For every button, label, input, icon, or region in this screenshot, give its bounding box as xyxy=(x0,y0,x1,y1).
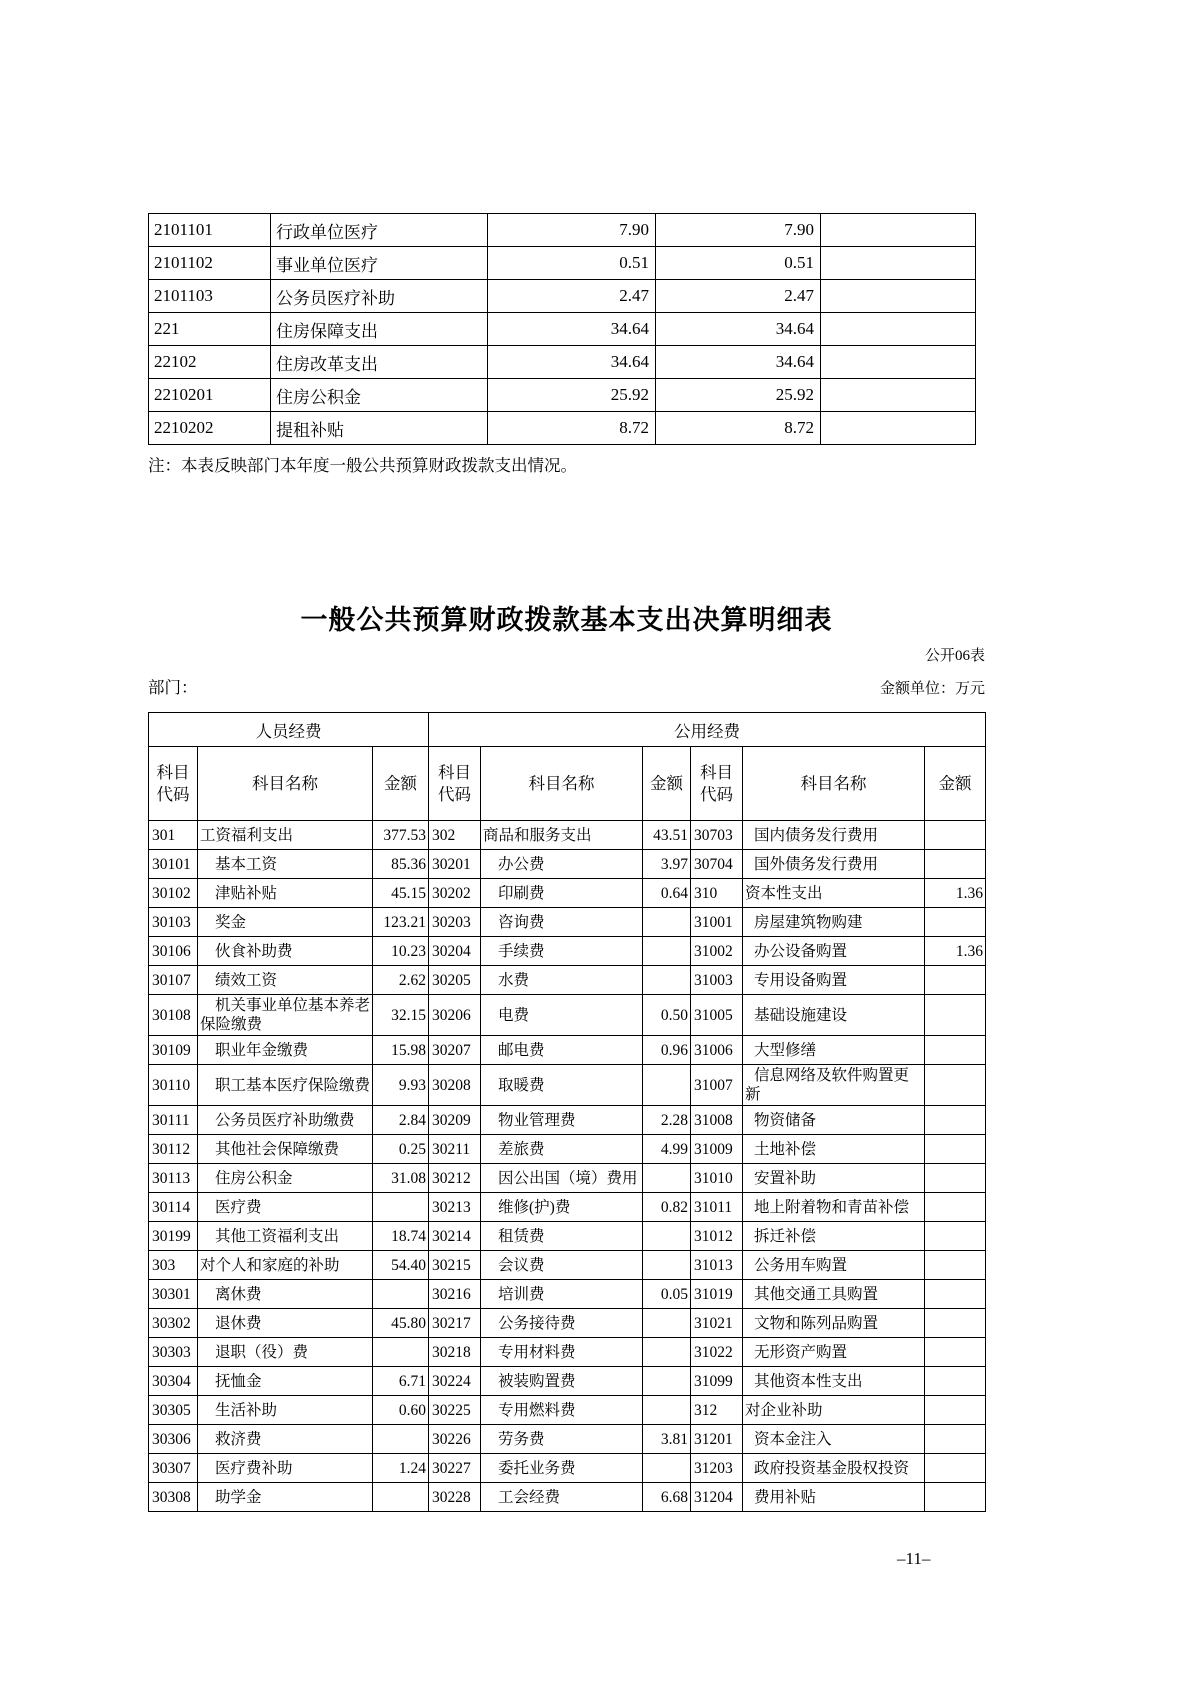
amount-cell: 10.23 xyxy=(373,937,429,966)
table-row xyxy=(149,1454,986,1483)
code-cell: 30217 xyxy=(429,1309,481,1338)
name-cell: 对企业补助 xyxy=(743,1396,925,1425)
col-header-name: 科目名称 xyxy=(743,747,925,821)
code-cell: 30199 xyxy=(149,1222,198,1251)
name-cell: 差旅费 xyxy=(481,1135,643,1164)
amount-cell: 3.81 xyxy=(643,1425,691,1454)
amount-cell xyxy=(925,850,986,879)
code-cell: 30109 xyxy=(149,1036,198,1065)
code-cell: 31012 xyxy=(691,1222,743,1251)
code-cell: 30108 xyxy=(149,995,198,1036)
code-cell: 30307 xyxy=(149,1454,198,1483)
amount-cell xyxy=(925,1193,986,1222)
amount-cell xyxy=(925,1251,986,1280)
name-cell: 安置补助 xyxy=(743,1164,925,1193)
name-cell: 抚恤金 xyxy=(198,1367,373,1396)
table-row xyxy=(149,313,976,346)
amount-cell: 8.72 xyxy=(656,412,821,445)
name-cell: 公务员医疗补助缴费 xyxy=(198,1106,373,1135)
name-cell: 拆迁补偿 xyxy=(743,1222,925,1251)
col-header-code: 科目代码 xyxy=(149,747,198,821)
group-header-personnel: 人员经费 xyxy=(149,713,429,747)
amount-cell xyxy=(925,1483,986,1512)
amount-cell xyxy=(925,1454,986,1483)
code-cell: 30227 xyxy=(429,1454,481,1483)
code-cell: 30228 xyxy=(429,1483,481,1512)
amount-cell xyxy=(925,1222,986,1251)
name-cell: 被装购置费 xyxy=(481,1367,643,1396)
amount-cell: 31.08 xyxy=(373,1164,429,1193)
amount-cell xyxy=(643,1338,691,1367)
name-cell: 救济费 xyxy=(198,1425,373,1454)
amount-cell: 0.50 xyxy=(643,995,691,1036)
code-cell: 2101102 xyxy=(149,247,271,280)
code-cell: 30112 xyxy=(149,1135,198,1164)
code-cell: 30202 xyxy=(429,879,481,908)
name-cell: 水费 xyxy=(481,966,643,995)
col-header-code: 科目代码 xyxy=(691,747,743,821)
code-cell: 30205 xyxy=(429,966,481,995)
code-cell: 30106 xyxy=(149,937,198,966)
name-cell: 退职（役）费 xyxy=(198,1338,373,1367)
name-cell: 会议费 xyxy=(481,1251,643,1280)
code-cell: 30107 xyxy=(149,966,198,995)
summary-table-body xyxy=(149,214,976,445)
table-row xyxy=(149,346,976,379)
amount-cell xyxy=(643,1367,691,1396)
code-cell: 30301 xyxy=(149,1280,198,1309)
name-cell: 电费 xyxy=(481,995,643,1036)
amount-cell xyxy=(821,247,976,280)
name-cell: 无形资产购置 xyxy=(743,1338,925,1367)
code-cell: 31099 xyxy=(691,1367,743,1396)
name-cell: 物资储备 xyxy=(743,1106,925,1135)
code-cell: 30703 xyxy=(691,821,743,850)
name-cell: 住房改革支出 xyxy=(271,346,488,379)
code-cell: 30209 xyxy=(429,1106,481,1135)
report-title: 一般公共预算财政拨款基本支出决算明细表 xyxy=(300,605,833,635)
amount-cell: 85.36 xyxy=(373,850,429,879)
name-cell: 住房保障支出 xyxy=(271,313,488,346)
table-row xyxy=(149,1338,986,1367)
name-cell: 职业年金缴费 xyxy=(198,1036,373,1065)
amount-cell xyxy=(373,1425,429,1454)
code-cell: 221 xyxy=(149,313,271,346)
code-cell: 30218 xyxy=(429,1338,481,1367)
name-cell: 住房公积金 xyxy=(271,379,488,412)
detail-table-body xyxy=(149,821,986,1512)
code-cell: 31001 xyxy=(691,908,743,937)
code-cell: 30704 xyxy=(691,850,743,879)
form-number-label: 公开06表 xyxy=(924,648,985,664)
code-cell: 301 xyxy=(149,821,198,850)
table-row xyxy=(149,1483,986,1512)
name-cell: 基本工资 xyxy=(198,850,373,879)
name-cell: 房屋建筑物购建 xyxy=(743,908,925,937)
code-cell: 30306 xyxy=(149,1425,198,1454)
table-row xyxy=(149,821,986,850)
amount-cell: 25.92 xyxy=(656,379,821,412)
name-cell: 医疗费补助 xyxy=(198,1454,373,1483)
table-row xyxy=(149,995,986,1036)
table-row xyxy=(149,1367,986,1396)
table-row xyxy=(149,1309,986,1338)
name-cell: 劳务费 xyxy=(481,1425,643,1454)
group-header-row xyxy=(149,713,986,747)
amount-cell: 0.51 xyxy=(488,247,656,280)
code-cell: 31002 xyxy=(691,937,743,966)
name-cell: 资本金注入 xyxy=(743,1425,925,1454)
amount-cell: 18.74 xyxy=(373,1222,429,1251)
amount-cell: 0.82 xyxy=(643,1193,691,1222)
amount-cell: 43.51 xyxy=(643,821,691,850)
amount-cell: 0.64 xyxy=(643,879,691,908)
code-cell: 2101101 xyxy=(149,214,271,247)
amount-cell xyxy=(643,908,691,937)
name-cell: 手续费 xyxy=(481,937,643,966)
summary-table xyxy=(148,213,976,445)
amount-cell xyxy=(643,1164,691,1193)
code-cell: 2101103 xyxy=(149,280,271,313)
table-row xyxy=(149,247,976,280)
amount-cell xyxy=(821,214,976,247)
amount-cell: 6.71 xyxy=(373,1367,429,1396)
code-cell: 303 xyxy=(149,1251,198,1280)
amount-cell xyxy=(821,280,976,313)
table-row xyxy=(149,1251,986,1280)
table-row xyxy=(149,937,986,966)
name-cell: 公务员医疗补助 xyxy=(271,280,488,313)
col-header-amount: 金额 xyxy=(373,747,429,821)
code-cell: 30213 xyxy=(429,1193,481,1222)
name-cell: 生活补助 xyxy=(198,1396,373,1425)
code-cell: 31204 xyxy=(691,1483,743,1512)
name-cell: 专用设备购置 xyxy=(743,966,925,995)
col-header-name: 科目名称 xyxy=(481,747,643,821)
table-row xyxy=(149,1280,986,1309)
name-cell: 办公设备购置 xyxy=(743,937,925,966)
code-cell: 30110 xyxy=(149,1065,198,1106)
amount-cell xyxy=(821,379,976,412)
amount-cell xyxy=(373,1483,429,1512)
amount-cell xyxy=(643,966,691,995)
amount-cell xyxy=(925,1425,986,1454)
name-cell: 培训费 xyxy=(481,1280,643,1309)
name-cell: 提租补贴 xyxy=(271,412,488,445)
code-cell: 30103 xyxy=(149,908,198,937)
amount-cell: 3.97 xyxy=(643,850,691,879)
group-header-public: 公用经费 xyxy=(429,713,986,747)
amount-cell xyxy=(925,1135,986,1164)
amount-cell: 6.68 xyxy=(643,1483,691,1512)
code-cell: 30111 xyxy=(149,1106,198,1135)
name-cell: 商品和服务支出 xyxy=(481,821,643,850)
table-row xyxy=(149,1222,986,1251)
name-cell: 职工基本医疗保险缴费 xyxy=(198,1065,373,1106)
amount-cell: 1.24 xyxy=(373,1454,429,1483)
code-cell: 31006 xyxy=(691,1036,743,1065)
name-cell: 邮电费 xyxy=(481,1036,643,1065)
name-cell: 离休费 xyxy=(198,1280,373,1309)
code-cell: 30305 xyxy=(149,1396,198,1425)
name-cell: 对个人和家庭的补助 xyxy=(198,1251,373,1280)
name-cell: 机关事业单位基本养老保险缴费 xyxy=(198,995,373,1036)
code-cell: 31201 xyxy=(691,1425,743,1454)
code-cell: 30208 xyxy=(429,1065,481,1106)
name-cell: 住房公积金 xyxy=(198,1164,373,1193)
table-row xyxy=(149,908,986,937)
code-cell: 31013 xyxy=(691,1251,743,1280)
department-label: 部门： xyxy=(148,678,198,697)
code-cell: 30204 xyxy=(429,937,481,966)
code-cell: 31022 xyxy=(691,1338,743,1367)
table-note: 注：本表反映部门本年度一般公共预算财政拨款支出情况。 xyxy=(148,456,577,475)
amount-cell: 123.21 xyxy=(373,908,429,937)
table-row xyxy=(149,850,986,879)
table-row xyxy=(149,1396,986,1425)
amount-cell: 25.92 xyxy=(488,379,656,412)
code-cell: 30201 xyxy=(429,850,481,879)
code-cell: 31007 xyxy=(691,1065,743,1106)
table-row xyxy=(149,966,986,995)
code-cell: 310 xyxy=(691,879,743,908)
code-cell: 30114 xyxy=(149,1193,198,1222)
code-cell: 30224 xyxy=(429,1367,481,1396)
table-row xyxy=(149,1164,986,1193)
amount-cell: 2.62 xyxy=(373,966,429,995)
name-cell: 专用燃料费 xyxy=(481,1396,643,1425)
amount-cell: 377.53 xyxy=(373,821,429,850)
table-row xyxy=(149,1036,986,1065)
amount-cell xyxy=(643,1251,691,1280)
table-row xyxy=(149,1193,986,1222)
code-cell: 30302 xyxy=(149,1309,198,1338)
amount-cell: 2.47 xyxy=(656,280,821,313)
name-cell: 基础设施建设 xyxy=(743,995,925,1036)
col-header-code: 科目代码 xyxy=(429,747,481,821)
amount-cell: 34.64 xyxy=(656,313,821,346)
name-cell: 大型修缮 xyxy=(743,1036,925,1065)
name-cell: 绩效工资 xyxy=(198,966,373,995)
code-cell: 30212 xyxy=(429,1164,481,1193)
code-cell: 30215 xyxy=(429,1251,481,1280)
code-cell: 30203 xyxy=(429,908,481,937)
amount-cell: 2.84 xyxy=(373,1106,429,1135)
table-row xyxy=(149,879,986,908)
unit-label: 金额单位：万元 xyxy=(879,681,985,697)
name-cell: 维修(护)费 xyxy=(481,1193,643,1222)
table-row xyxy=(149,412,976,445)
name-cell: 公务用车购置 xyxy=(743,1251,925,1280)
amount-cell: 0.51 xyxy=(656,247,821,280)
code-cell: 30207 xyxy=(429,1036,481,1065)
amount-cell xyxy=(373,1193,429,1222)
code-cell: 312 xyxy=(691,1396,743,1425)
name-cell: 文物和陈列品购置 xyxy=(743,1309,925,1338)
col-header-amount: 金额 xyxy=(925,747,986,821)
name-cell: 费用补贴 xyxy=(743,1483,925,1512)
page-number: –11– xyxy=(897,1549,931,1568)
name-cell: 办公费 xyxy=(481,850,643,879)
col-header-amount: 金额 xyxy=(643,747,691,821)
amount-cell: 34.64 xyxy=(488,313,656,346)
name-cell: 租赁费 xyxy=(481,1222,643,1251)
amount-cell: 2.47 xyxy=(488,280,656,313)
name-cell: 其他交通工具购置 xyxy=(743,1280,925,1309)
table-row xyxy=(149,280,976,313)
name-cell: 工会经费 xyxy=(481,1483,643,1512)
amount-cell xyxy=(925,1309,986,1338)
name-cell: 公务接待费 xyxy=(481,1309,643,1338)
table-row xyxy=(149,1065,986,1106)
amount-cell: 15.98 xyxy=(373,1036,429,1065)
amount-cell: 0.96 xyxy=(643,1036,691,1065)
name-cell: 咨询费 xyxy=(481,908,643,937)
amount-cell: 0.60 xyxy=(373,1396,429,1425)
code-cell: 30303 xyxy=(149,1338,198,1367)
code-cell: 31011 xyxy=(691,1193,743,1222)
name-cell: 其他资本性支出 xyxy=(743,1367,925,1396)
amount-cell xyxy=(821,313,976,346)
amount-cell xyxy=(643,1454,691,1483)
amount-cell: 2.28 xyxy=(643,1106,691,1135)
code-cell: 30216 xyxy=(429,1280,481,1309)
amount-cell xyxy=(373,1338,429,1367)
name-cell: 奖金 xyxy=(198,908,373,937)
name-cell: 医疗费 xyxy=(198,1193,373,1222)
code-cell: 2210202 xyxy=(149,412,271,445)
code-cell: 30102 xyxy=(149,879,198,908)
name-cell: 行政单位医疗 xyxy=(271,214,488,247)
code-cell: 2210201 xyxy=(149,379,271,412)
col-header-name: 科目名称 xyxy=(198,747,373,821)
table-row xyxy=(149,1106,986,1135)
amount-cell xyxy=(925,1106,986,1135)
table-row xyxy=(149,1135,986,1164)
amount-cell xyxy=(925,1036,986,1065)
amount-cell: 1.36 xyxy=(925,937,986,966)
name-cell: 其他社会保障缴费 xyxy=(198,1135,373,1164)
code-cell: 31021 xyxy=(691,1309,743,1338)
amount-cell xyxy=(925,821,986,850)
amount-cell xyxy=(925,1065,986,1106)
amount-cell: 1.36 xyxy=(925,879,986,908)
name-cell: 政府投资基金股权投资 xyxy=(743,1454,925,1483)
code-cell: 30113 xyxy=(149,1164,198,1193)
amount-cell xyxy=(373,1280,429,1309)
name-cell: 物业管理费 xyxy=(481,1106,643,1135)
amount-cell xyxy=(821,412,976,445)
table-meta-line xyxy=(148,674,985,698)
code-cell: 30308 xyxy=(149,1483,198,1512)
code-cell: 31003 xyxy=(691,966,743,995)
amount-cell: 7.90 xyxy=(488,214,656,247)
amount-cell xyxy=(925,1164,986,1193)
amount-cell: 45.15 xyxy=(373,879,429,908)
amount-cell xyxy=(925,1280,986,1309)
code-cell: 22102 xyxy=(149,346,271,379)
code-cell: 31010 xyxy=(691,1164,743,1193)
code-cell: 30101 xyxy=(149,850,198,879)
code-cell: 31203 xyxy=(691,1454,743,1483)
amount-cell: 45.80 xyxy=(373,1309,429,1338)
name-cell: 工资福利支出 xyxy=(198,821,373,850)
name-cell: 委托业务费 xyxy=(481,1454,643,1483)
detail-table xyxy=(148,712,986,1512)
amount-cell xyxy=(643,1222,691,1251)
name-cell: 国内债务发行费用 xyxy=(743,821,925,850)
name-cell: 资本性支出 xyxy=(743,879,925,908)
name-cell: 信息网络及软件购置更新 xyxy=(743,1065,925,1106)
amount-cell xyxy=(925,966,986,995)
code-cell: 31005 xyxy=(691,995,743,1036)
amount-cell: 0.25 xyxy=(373,1135,429,1164)
name-cell: 事业单位医疗 xyxy=(271,247,488,280)
amount-cell: 7.90 xyxy=(656,214,821,247)
amount-cell: 8.72 xyxy=(488,412,656,445)
code-cell: 30225 xyxy=(429,1396,481,1425)
name-cell: 其他工资福利支出 xyxy=(198,1222,373,1251)
name-cell: 退休费 xyxy=(198,1309,373,1338)
amount-cell xyxy=(925,908,986,937)
name-cell: 地上附着物和青苗补偿 xyxy=(743,1193,925,1222)
name-cell: 国外债务发行费用 xyxy=(743,850,925,879)
name-cell: 伙食补助费 xyxy=(198,937,373,966)
amount-cell: 34.64 xyxy=(656,346,821,379)
amount-cell xyxy=(925,1396,986,1425)
amount-cell: 54.40 xyxy=(373,1251,429,1280)
name-cell: 助学金 xyxy=(198,1483,373,1512)
name-cell: 土地补偿 xyxy=(743,1135,925,1164)
name-cell: 印刷费 xyxy=(481,879,643,908)
code-cell: 302 xyxy=(429,821,481,850)
amount-cell xyxy=(643,1396,691,1425)
amount-cell: 32.15 xyxy=(373,995,429,1036)
code-cell: 30226 xyxy=(429,1425,481,1454)
amount-cell: 0.05 xyxy=(643,1280,691,1309)
amount-cell: 4.99 xyxy=(643,1135,691,1164)
amount-cell xyxy=(643,1309,691,1338)
name-cell: 津贴补贴 xyxy=(198,879,373,908)
name-cell: 专用材料费 xyxy=(481,1338,643,1367)
code-cell: 30211 xyxy=(429,1135,481,1164)
amount-cell xyxy=(925,1367,986,1396)
table-row xyxy=(149,379,976,412)
code-cell: 30206 xyxy=(429,995,481,1036)
amount-cell xyxy=(643,937,691,966)
amount-cell xyxy=(821,346,976,379)
amount-cell xyxy=(925,995,986,1036)
column-header-row xyxy=(149,747,986,821)
table-row xyxy=(149,214,976,247)
amount-cell: 9.93 xyxy=(373,1065,429,1106)
code-cell: 31008 xyxy=(691,1106,743,1135)
name-cell: 因公出国（境）费用 xyxy=(481,1164,643,1193)
table-row xyxy=(149,1425,986,1454)
code-cell: 30304 xyxy=(149,1367,198,1396)
code-cell: 31009 xyxy=(691,1135,743,1164)
amount-cell: 34.64 xyxy=(488,346,656,379)
code-cell: 31019 xyxy=(691,1280,743,1309)
amount-cell xyxy=(643,1065,691,1106)
amount-cell xyxy=(925,1338,986,1367)
code-cell: 30214 xyxy=(429,1222,481,1251)
name-cell: 取暖费 xyxy=(481,1065,643,1106)
